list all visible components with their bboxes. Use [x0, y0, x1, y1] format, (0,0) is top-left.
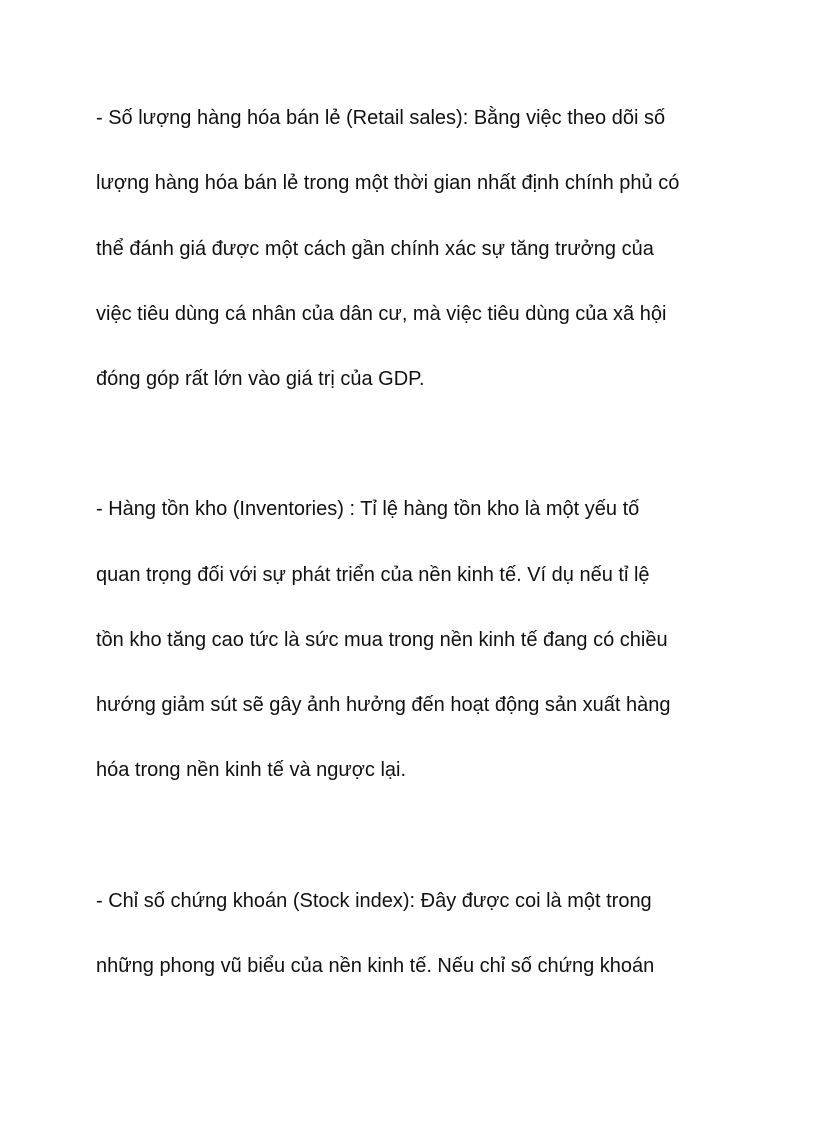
paragraph-inventories-line: quan trọng đối với sự phát triển của nền kinh tế. Ví dụ nếu tỉ lệ — [96, 564, 650, 586]
paragraph-inventories-line: tồn kho tăng cao tức là sức mua trong nền kinh tế đang có chiều — [96, 629, 668, 651]
paragraph-stock-index-line: những phong vũ biểu của nền kinh tế. Nếu chỉ số chứng khoán — [96, 955, 655, 977]
paragraph-retail-sales-line: đóng góp rất lớn vào giá trị của GDP. — [96, 368, 425, 390]
paragraph-inventories-line: hướng giảm sút sẽ gây ảnh hưởng đến hoạt động sản xuất hàng — [96, 694, 671, 716]
paragraph-stock-index-line: - Chỉ số chứng khoán (Stock index): Đây được coi là một trong — [96, 890, 652, 912]
paragraph-inventories-line: hóa trong nền kinh tế và ngược lại. — [96, 759, 407, 781]
paragraph-retail-sales-line: thể đánh giá được một cách gần chính xác sự tăng trưởng của — [96, 238, 654, 260]
paragraph-retail-sales-line: lượng hàng hóa bán lẻ trong một thời gian nhất định chính phủ có — [96, 172, 680, 194]
paragraph-retail-sales-line: việc tiêu dùng cá nhân của dân cư, mà việc tiêu dùng của xã hội — [96, 303, 667, 325]
paragraph-inventories-line: - Hàng tồn kho (Inventories) : Tỉ lệ hàng tồn kho là một yếu tố — [96, 498, 640, 520]
paragraph-retail-sales-line: - Số lượng hàng hóa bán lẻ (Retail sales): Bằng việc theo dõi số — [96, 107, 666, 129]
